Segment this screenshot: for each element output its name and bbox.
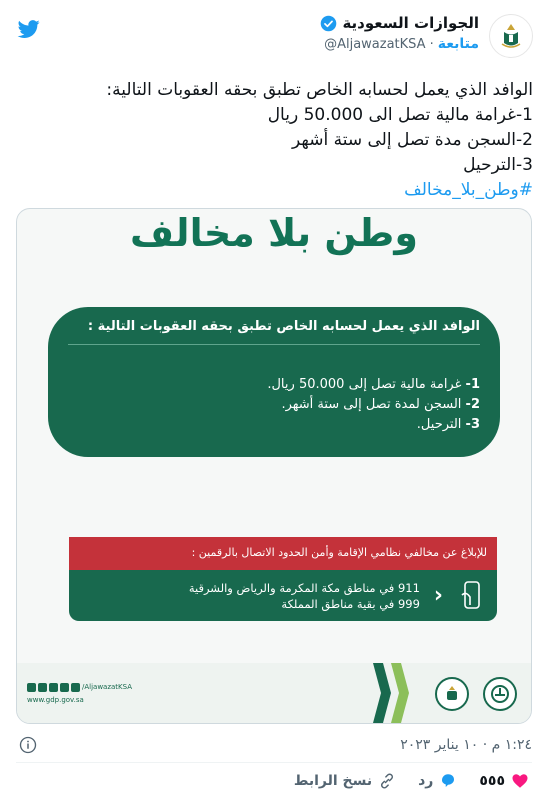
footer-contact <box>27 681 132 707</box>
name-line <box>320 14 479 32</box>
passport-logo <box>435 677 469 711</box>
snapchat-icon <box>38 683 47 692</box>
penalty-number: 3- <box>465 417 480 432</box>
follow-button[interactable]: متابعة <box>437 36 479 52</box>
twitter-icon <box>71 683 80 692</box>
facebook-icon <box>49 683 58 692</box>
tweet-actions <box>294 772 529 790</box>
penalty-text: غرامة مالية تصل إلى 50.000 ريال. <box>267 377 462 392</box>
instagram-icon <box>60 683 69 692</box>
penalty-number: 2- <box>465 397 480 412</box>
copy-link-label: نسخ الرابط <box>293 773 373 789</box>
footer-logos <box>435 677 517 711</box>
social-icons <box>27 681 132 694</box>
chevron-left-icon: ‹ <box>433 583 443 608</box>
penalty-text: الترحيل. <box>416 417 462 432</box>
twitter-bird-icon[interactable] <box>16 18 42 40</box>
heart-icon <box>511 772 529 790</box>
copy-link-button[interactable] <box>294 772 396 790</box>
emblem-icon <box>442 684 462 704</box>
penalty-item <box>68 375 480 395</box>
penalties-heading: الوافد الذي يعمل لحسابه الخاص تطبق بحقه العقوبات التالية : <box>68 319 480 345</box>
penalties-list <box>68 375 480 435</box>
media-title: وطن بلا مخالف <box>130 211 418 255</box>
tweet-timestamp[interactable]: ١:٢٤ م · ١٠ يناير ٢٠٢٣ <box>400 737 532 753</box>
chevron-decoration <box>373 663 391 723</box>
account-handle[interactable]: @AljawazatKSA <box>324 36 426 52</box>
youtube-icon <box>27 683 36 692</box>
report-numbers-panel <box>69 570 497 621</box>
reply-label: رد <box>418 773 434 789</box>
chevron-decoration <box>391 663 409 723</box>
info-icon[interactable] <box>19 736 37 754</box>
interior-ministry-logo <box>483 677 517 711</box>
footer-website: www.gdp.gov.sa <box>27 696 84 704</box>
like-button[interactable] <box>479 772 529 790</box>
handle-line <box>320 36 479 52</box>
footer-handle: /AljawazatKSA <box>82 683 133 691</box>
report-heading: للإبلاغ عن مخالفي نظامي الإقامة وأمن الحدود الاتصال بالرقمين : <box>69 537 497 570</box>
account-info <box>320 14 479 52</box>
tweet-line: 3-الترحيل <box>463 155 533 175</box>
report-number-line: 999 في بقية مناطق المملكة <box>281 596 420 611</box>
avatar[interactable] <box>489 14 533 58</box>
tweet-line: الوافد الذي يعمل لحسابه الخاص تطبق بحقه العقوبات التالية: <box>106 80 533 100</box>
passport-emblem-icon <box>496 21 526 51</box>
verified-badge-icon <box>320 15 337 32</box>
penalty-item <box>68 395 480 415</box>
like-count: ٥٥٥ <box>479 773 505 789</box>
report-numbers <box>189 580 420 612</box>
link-icon <box>378 772 396 790</box>
tweet-line: 2-السجن مدة تصل إلى ستة أشهر <box>292 130 533 150</box>
divider <box>16 762 532 763</box>
tweet-header <box>320 14 533 58</box>
reply-icon <box>439 772 457 790</box>
separator-dot: · <box>429 36 434 52</box>
tweet-line: 1-غرامة مالية تصل الى 50.000 ريال <box>267 105 533 125</box>
hashtag-link[interactable]: #وطن_بلا_مخالف <box>404 180 533 200</box>
penalty-item <box>68 415 480 435</box>
reply-button[interactable] <box>418 772 457 790</box>
tweet-text <box>18 78 533 203</box>
penalty-number: 1- <box>465 377 480 392</box>
display-name[interactable]: الجوازات السعودية <box>342 14 479 32</box>
penalty-text: السجن لمدة تصل إلى ستة أشهر. <box>281 397 462 412</box>
report-number-line: 911 في مناطق مكة المكرمة والرياض والشرقية <box>188 580 420 595</box>
tweet-image[interactable] <box>16 208 532 724</box>
phone-icon <box>461 581 483 611</box>
tweet-meta <box>16 736 532 754</box>
ministry-emblem-icon <box>489 683 511 705</box>
penalties-card <box>48 307 500 457</box>
media-footer <box>17 663 531 723</box>
